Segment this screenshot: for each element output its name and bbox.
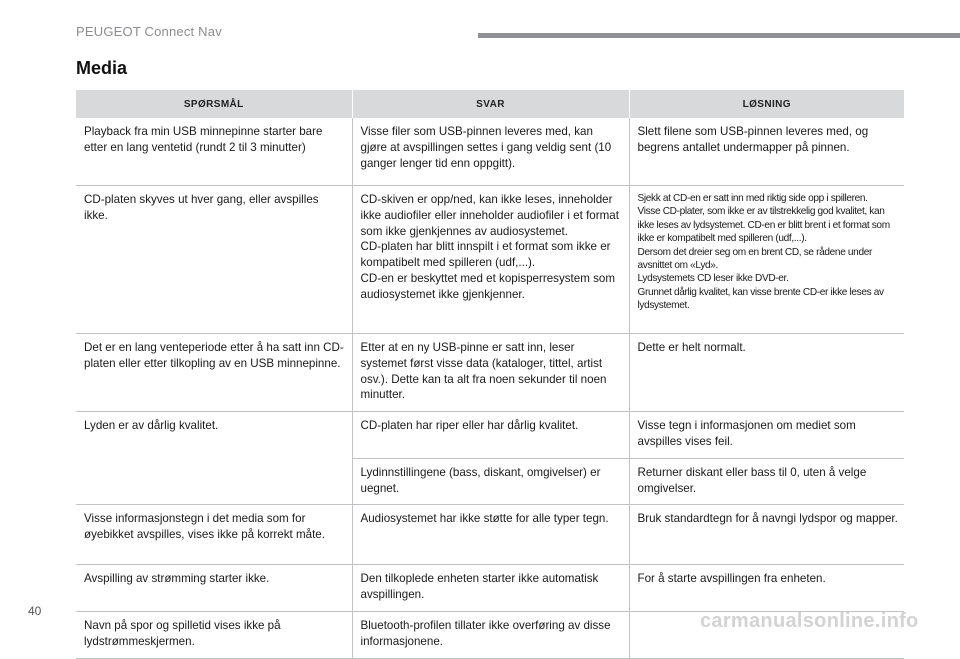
table-row	[76, 118, 904, 186]
answer-cell: Audiosystemet har ikke støtte for alle typer tegn.	[352, 505, 629, 565]
table-row	[76, 505, 904, 565]
answer-cell: Visse filer som USB-pinnen leveres med, kan gjøre at avspillingen settes i gang veldig sent (10 ganger lenger tid enn oppgitt).	[352, 118, 629, 186]
solution-cell: Bruk standardtegn for å navngi lydspor og mapper.	[629, 505, 904, 565]
page-title: Media	[76, 58, 128, 78]
solution-cell: Dette er helt normalt.	[629, 334, 904, 412]
question-cell: Lyden er av dårlig kvalitet.	[76, 412, 352, 505]
question-cell: Playback fra min USB minnepinne starter bare etter en lang ventetid (rundt 2 til 3 minutter)	[76, 118, 352, 186]
solution-cell: Visse tegn i informasjonen om mediet som avspilles vises feil.	[629, 412, 904, 459]
column-header-solution: LØSNING	[629, 90, 904, 118]
table-header-row	[76, 90, 904, 118]
column-header-answer: SVAR	[352, 90, 629, 118]
question-cell: Navn på spor og spilletid vises ikke på lydstrømmeskjermen.	[76, 611, 352, 658]
answer-cell: Etter at en ny USB-pinne er satt inn, leser systemet først visse data (kataloger, tittel, artist osv.). Dette kan ta alt fra noen sekunder til noen minutter.	[352, 334, 629, 412]
solution-cell: Returner diskant eller bass til 0, uten å velge omgivelser.	[629, 458, 904, 505]
question-cell: Avspilling av strømming starter ikke.	[76, 565, 352, 612]
table-row	[76, 186, 904, 334]
solution-cell: Slett filene som USB-pinnen leveres med, og begrens antallet undermapper på pinnen.	[629, 118, 904, 186]
solution-cell: Sjekk at CD-en er satt inn med riktig side opp i spilleren. Visse CD-plater, som ikke er av tilstrekkelig god kvalitet, kan ikke leses av lydsystemet. CD-en er blitt brent i et format som ikke er kompatibelt med spilleren (udf,...). Dersom det dreier seg om en brent CD, se rådene under avsnittet om «Lyd». Lydsystemets CD leser ikke DVD-er. Grunnet dårlig kvalitet, kan visse brente CD-er ikke leses av lydsystemet.	[629, 186, 904, 334]
column-header-question: SPØRSMÅL	[76, 90, 352, 118]
question-cell: Det er en lang venteperiode etter å ha satt inn CD-platen eller etter tilkopling av en USB minnepinne.	[76, 334, 352, 412]
answer-cell: Lydinnstillingene (bass, diskant, omgivelser) er uegnet.	[352, 458, 629, 505]
table-row	[76, 412, 904, 459]
page-number: 40	[28, 604, 42, 618]
table-row	[76, 565, 904, 612]
answer-cell: Bluetooth-profilen tillater ikke overføring av disse informasjonene.	[352, 611, 629, 658]
watermark: carmanualsonline.info	[700, 610, 919, 632]
header-divider-bar	[478, 33, 960, 38]
question-cell: CD-platen skyves ut hver gang, eller avspilles ikke.	[76, 186, 352, 334]
answer-cell: CD-skiven er opp/ned, kan ikke leses, inneholder ikke audiofiler eller inneholder audiofiler i et format som ikke gjenkjennes av audiosystemet. CD-platen har blitt innspilt i et format som ikke er kompatibelt med spilleren (udf,...). CD-en er beskyttet med et kopisperresystem som audiosystemet ikke gjenkjenner.	[352, 186, 629, 334]
table-row	[76, 334, 904, 412]
answer-cell: CD-platen har riper eller har dårlig kvalitet.	[352, 412, 629, 459]
answer-cell: Den tilkoplede enheten starter ikke automatisk avspillingen.	[352, 565, 629, 612]
faq-table	[76, 90, 904, 659]
solution-cell: For å starte avspillingen fra enheten.	[629, 565, 904, 612]
document-title: PEUGEOT Connect Nav	[76, 24, 222, 39]
question-cell: Visse informasjonstegn i det media som for øyebikket avspilles, vises ikke på korrekt måte.	[76, 505, 352, 565]
